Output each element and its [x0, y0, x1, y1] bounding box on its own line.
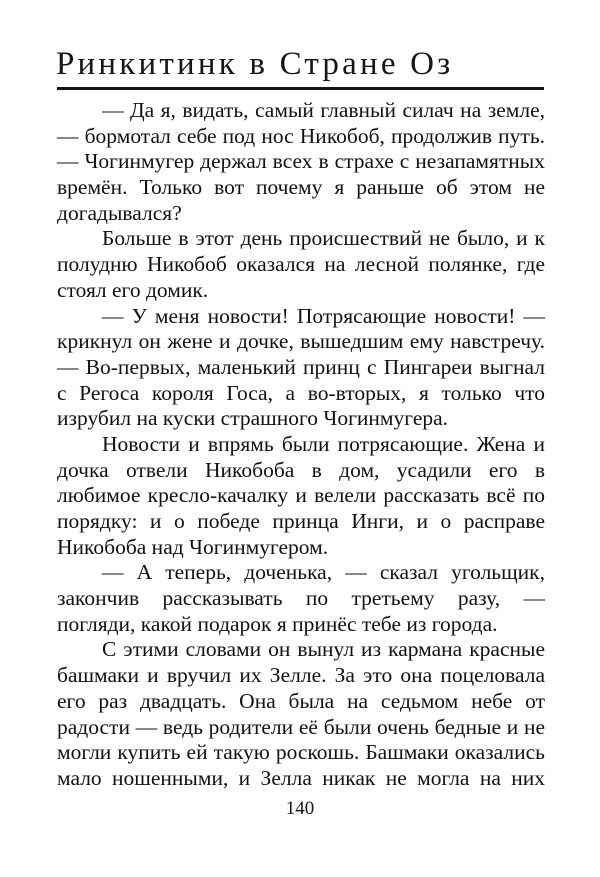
page-number: 140 [285, 798, 315, 819]
text-line: с Регоса короля Госа, а во-вторых, я только что [57, 380, 545, 405]
text-line: полудню Никобоб оказался на лесной полянке, где [57, 252, 545, 277]
text-line: закончив рассказывать по третьему разу, — [57, 586, 545, 611]
text-line: времён. Только вот почему я раньше об этом не [57, 175, 545, 200]
text-line: радости — ведь родители её были очень бедные и не [57, 714, 545, 739]
text-line: Больше в этот день происшествий не было, и к [102, 226, 545, 251]
text-line: изрубил на куски страшного Чогинмугера. [57, 406, 449, 431]
text-line: стоял его домик. [57, 277, 209, 302]
text-line: — У меня новости! Потрясающие новости! — [102, 303, 545, 328]
text-line: Никобоба над Чогинмугером. [57, 534, 329, 559]
text-line: — Да я, видать, самый главный силач на земле, [102, 98, 545, 122]
text-line: погляди, какой подарок я принёс тебе из города. [57, 611, 498, 636]
text-line: догадывался? [57, 200, 182, 225]
text-line: дочка отвели Никобоба в дом, усадили его в [57, 457, 545, 482]
text-line: мало ношенными, и Зелла никак не могла на них [57, 765, 545, 790]
running-title: Ринкитинк в Стране Оз [56, 46, 454, 82]
text-line: его раз двадцать. Она была на седьмом небе от [57, 688, 545, 713]
text-line: порядку: и о победе принца Инги, и о расправе [57, 509, 545, 533]
text-line: — бормотал себе под нос Никобоб, продолжив путь. [57, 123, 545, 148]
text-line: могли купить ей такую роскошь. Башмаки оказались [57, 740, 545, 765]
text-line: башмаки и вручил их Зелле. За это она поцеловала [57, 663, 545, 688]
text-line: — Во-первых, маленький принц с Пингареи выгнал [57, 354, 545, 379]
text-line: Новости и впрямь были потрясающие. Жена и [102, 431, 545, 456]
text-line: С этими словами он вынул из кармана красные [102, 637, 545, 662]
text-line: любимое кресло-качалку и велели рассказать всё по [57, 483, 545, 508]
text-line: крикнул он жене и дочке, вышедшим ему навстречу. [57, 329, 545, 354]
page-body [57, 98, 545, 792]
text-line: — Чогинмугер держал всех в страхе с незапамятных [57, 149, 545, 174]
header-rule [57, 87, 544, 90]
text-line: — А теперь, доченька, — сказал угольщик, [102, 560, 545, 585]
